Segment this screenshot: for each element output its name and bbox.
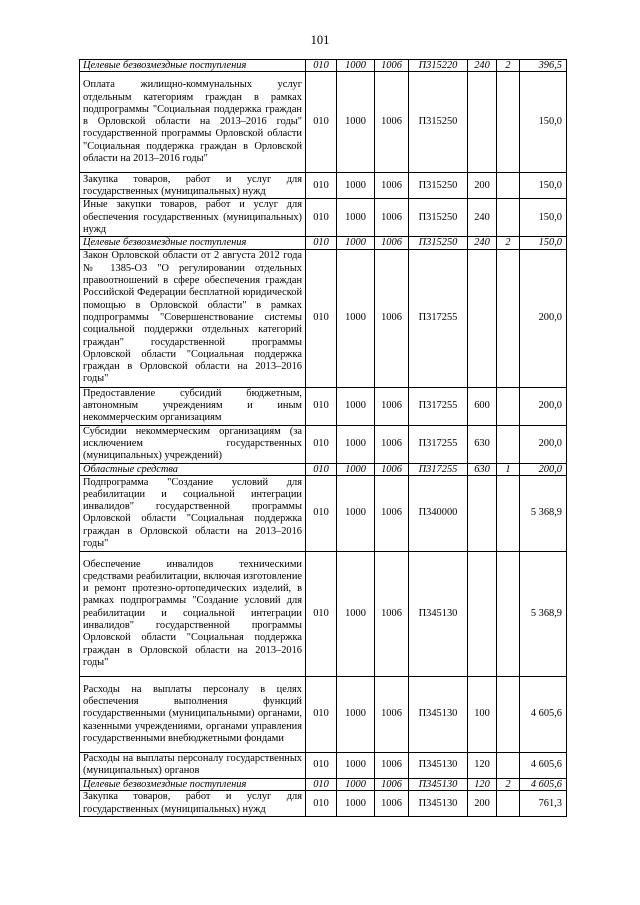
row-name: Расходы на выплаты персоналу в целях обеспечения выполнения функций государственными (муниципальными) органами, казенными учреждениями, органами управления государственными внебюджетными фондами <box>80 676 306 752</box>
row-name: Иные закупки товаров, работ и услуг для обеспечения государственных (муниципальных) нужд <box>80 199 306 237</box>
row-amount: 200,0 <box>520 249 567 387</box>
row-amount: 4 605,6 <box>520 752 567 778</box>
row-section-code: 1000 <box>337 60 375 72</box>
row-amount: 200,0 <box>520 463 567 475</box>
row-expense-type: 600 <box>468 387 497 425</box>
row-section-code: 1000 <box>337 72 375 173</box>
row-target-code: П317255 <box>409 387 468 425</box>
row-expense-type <box>468 551 497 676</box>
row-ministry-code: 010 <box>306 387 337 425</box>
row-target-code: П317255 <box>409 463 468 475</box>
row-expense-type: 200 <box>468 173 497 199</box>
row-ministry-code: 010 <box>306 551 337 676</box>
row-name: Закупка товаров, работ и услуг для государственных (муниципальных) нужд <box>80 791 306 817</box>
row-funding-type <box>497 752 520 778</box>
row-target-code: П315250 <box>409 237 468 249</box>
table-row <box>80 237 567 249</box>
row-expense-type: 240 <box>468 60 497 72</box>
row-ministry-code: 010 <box>306 425 337 463</box>
row-name: Закон Орловской области от 2 августа 2012 года № 1385-ОЗ "О регулировании отдельных правоотношений в сфере обеспечения граждан Российской Федерации бесплатной юридической помощью в Орловской области" в рамках подпрограммы "Совершенствование системы социальной поддержки отдельных категорий граждан" государственной программы Орловской области "Социальная поддержка граждан в Орловской области на 2013–2016 годы" <box>80 249 306 387</box>
row-expense-type: 120 <box>468 752 497 778</box>
row-ministry-code: 010 <box>306 475 337 551</box>
row-section-code: 1000 <box>337 249 375 387</box>
row-target-code: П315250 <box>409 173 468 199</box>
row-amount: 150,0 <box>520 199 567 237</box>
row-section-code: 1000 <box>337 173 375 199</box>
table-row <box>80 475 567 551</box>
table-row <box>80 425 567 463</box>
table-row <box>80 173 567 199</box>
row-amount: 5 368,9 <box>520 551 567 676</box>
row-name: Областные средства <box>80 463 306 475</box>
row-name: Расходы на выплаты персоналу государственных (муниципальных) органов <box>80 752 306 778</box>
row-subsection-code: 1006 <box>375 778 409 790</box>
budget-table <box>79 59 567 817</box>
row-ministry-code: 010 <box>306 249 337 387</box>
row-funding-type: 2 <box>497 60 520 72</box>
row-section-code: 1000 <box>337 551 375 676</box>
row-name: Закупка товаров, работ и услуг для государственных (муниципальных) нужд <box>80 173 306 199</box>
table-row <box>80 551 567 676</box>
table-row <box>80 752 567 778</box>
row-subsection-code: 1006 <box>375 676 409 752</box>
row-subsection-code: 1006 <box>375 425 409 463</box>
row-amount: 5 368,9 <box>520 475 567 551</box>
row-subsection-code: 1006 <box>375 387 409 425</box>
row-target-code: П315250 <box>409 199 468 237</box>
row-funding-type: 1 <box>497 463 520 475</box>
table-row <box>80 72 567 173</box>
table-row <box>80 199 567 237</box>
row-ministry-code: 010 <box>306 72 337 173</box>
row-name: Оплата жилищно-коммунальных услуг отдельным категориям граждан в рамках подпрограммы "Социальная поддержка граждан в Орловской области на 2013–2016 годы" государственной программы Орловской области "Социальная поддержка граждан в Орловской области на 2013–2016 годы" <box>80 72 306 173</box>
row-funding-type <box>497 199 520 237</box>
row-name: Субсидии некоммерческим организациям (за исключением государственных (муниципальных) учреждений) <box>80 425 306 463</box>
row-amount: 4 605,6 <box>520 676 567 752</box>
row-section-code: 1000 <box>337 778 375 790</box>
row-funding-type <box>497 475 520 551</box>
row-subsection-code: 1006 <box>375 72 409 173</box>
table-row <box>80 60 567 72</box>
table-row <box>80 387 567 425</box>
row-ministry-code: 010 <box>306 199 337 237</box>
row-section-code: 1000 <box>337 752 375 778</box>
row-target-code: П340000 <box>409 475 468 551</box>
row-ministry-code: 010 <box>306 463 337 475</box>
row-name: Обеспечение инвалидов техническими средствами реабилитации, включая изготовление и ремонт протезно-ортопедических изделий, в рамках подпрограммы "Создание условий для реабилитации и социальной интеграции инвалидов" государственной программы Орловской области "Социальная поддержка граждан в Орловской области на 2013–2016 годы" <box>80 551 306 676</box>
row-funding-type <box>497 173 520 199</box>
row-amount: 761,3 <box>520 791 567 817</box>
table-row <box>80 249 567 387</box>
row-target-code: П345130 <box>409 676 468 752</box>
row-name: Предоставление субсидий бюджетным, автономным учреждениям и иным некоммерческим организациям <box>80 387 306 425</box>
row-name: Целевые безвозмездные поступления <box>80 778 306 790</box>
row-name: Подпрограмма "Создание условий для реабилитации и социальной интеграции инвалидов" государственной программы Орловской области "Социальная поддержка граждан в Орловской области на 2013–2016 годы" <box>80 475 306 551</box>
row-subsection-code: 1006 <box>375 475 409 551</box>
row-expense-type: 240 <box>468 199 497 237</box>
row-expense-type: 200 <box>468 791 497 817</box>
row-target-code: П345130 <box>409 551 468 676</box>
row-subsection-code: 1006 <box>375 173 409 199</box>
row-amount: 150,0 <box>520 173 567 199</box>
row-subsection-code: 1006 <box>375 791 409 817</box>
row-target-code: П315220 <box>409 60 468 72</box>
row-funding-type <box>497 387 520 425</box>
row-amount: 396,5 <box>520 60 567 72</box>
row-target-code: П315250 <box>409 72 468 173</box>
row-section-code: 1000 <box>337 463 375 475</box>
row-subsection-code: 1006 <box>375 60 409 72</box>
row-ministry-code: 010 <box>306 173 337 199</box>
table-row <box>80 778 567 790</box>
row-amount: 200,0 <box>520 387 567 425</box>
row-subsection-code: 1006 <box>375 237 409 249</box>
row-section-code: 1000 <box>337 791 375 817</box>
row-section-code: 1000 <box>337 387 375 425</box>
row-name: Целевые безвозмездные поступления <box>80 60 306 72</box>
row-ministry-code: 010 <box>306 778 337 790</box>
row-expense-type: 630 <box>468 425 497 463</box>
row-expense-type <box>468 72 497 173</box>
row-section-code: 1000 <box>337 475 375 551</box>
row-ministry-code: 010 <box>306 676 337 752</box>
row-amount: 150,0 <box>520 237 567 249</box>
table-row <box>80 676 567 752</box>
row-funding-type <box>497 425 520 463</box>
row-ministry-code: 010 <box>306 60 337 72</box>
row-funding-type <box>497 72 520 173</box>
row-ministry-code: 010 <box>306 237 337 249</box>
row-funding-type: 2 <box>497 237 520 249</box>
row-amount: 200,0 <box>520 425 567 463</box>
row-funding-type <box>497 791 520 817</box>
page-number: 101 <box>310 33 330 47</box>
row-ministry-code: 010 <box>306 791 337 817</box>
row-target-code: П345130 <box>409 778 468 790</box>
row-ministry-code: 010 <box>306 752 337 778</box>
row-target-code: П317255 <box>409 425 468 463</box>
row-subsection-code: 1006 <box>375 752 409 778</box>
row-expense-type: 240 <box>468 237 497 249</box>
row-section-code: 1000 <box>337 425 375 463</box>
row-section-code: 1000 <box>337 199 375 237</box>
row-subsection-code: 1006 <box>375 199 409 237</box>
row-target-code: П317255 <box>409 249 468 387</box>
table-row <box>80 791 567 817</box>
row-expense-type: 100 <box>468 676 497 752</box>
row-funding-type <box>497 676 520 752</box>
row-subsection-code: 1006 <box>375 249 409 387</box>
row-expense-type: 630 <box>468 463 497 475</box>
row-target-code: П345130 <box>409 752 468 778</box>
row-expense-type <box>468 249 497 387</box>
row-funding-type <box>497 249 520 387</box>
row-subsection-code: 1006 <box>375 551 409 676</box>
row-target-code: П345130 <box>409 791 468 817</box>
row-section-code: 1000 <box>337 237 375 249</box>
table-row <box>80 463 567 475</box>
row-funding-type: 2 <box>497 778 520 790</box>
row-funding-type <box>497 551 520 676</box>
row-amount: 4 605,6 <box>520 778 567 790</box>
row-expense-type <box>468 475 497 551</box>
row-name: Целевые безвозмездные поступления <box>80 237 306 249</box>
row-subsection-code: 1006 <box>375 463 409 475</box>
row-amount: 150,0 <box>520 72 567 173</box>
row-expense-type: 120 <box>468 778 497 790</box>
row-section-code: 1000 <box>337 676 375 752</box>
